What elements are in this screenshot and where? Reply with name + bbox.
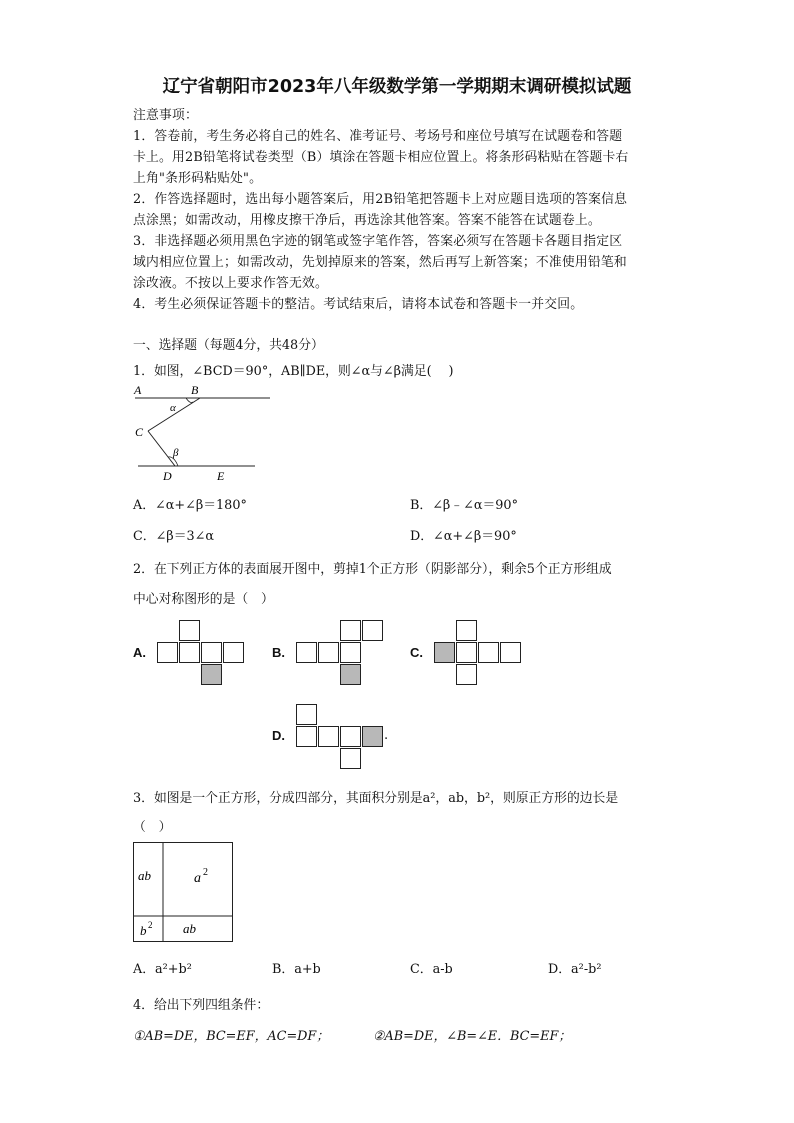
notice-line: 卡上。用2B铅笔将试卷类型（B）填涂在答题卡相应位置上。将条形码粘贴在答题卡右: [133, 150, 629, 165]
q1-option-d: D．∠α+∠β＝90°: [410, 529, 517, 544]
question-3-stem: 3．如图是一个正方形，分成四部分，其面积分别是a²，ab，b²，则原正方形的边长是: [133, 791, 619, 806]
notice-line: 上角"条形码粘贴处"。: [133, 171, 263, 186]
q1-option-a: A．∠α+∠β＝180°: [133, 498, 247, 513]
q2-label-a: A.: [133, 645, 146, 660]
question-2-stem-cont: 中心对称图形的是（ ）: [133, 592, 274, 607]
label-a: A: [134, 383, 142, 397]
question-1-stem: 1．如图，∠BCD＝90°，AB∥DE，则∠α与∠β满足( ): [133, 364, 454, 379]
area-b2: b: [140, 923, 147, 938]
label-d: D: [163, 469, 172, 483]
section-heading: 一、选择题（每题4分，共48分）: [133, 338, 324, 353]
label-beta: β: [173, 447, 179, 459]
q3-option-b: B．a+b: [272, 962, 321, 977]
q2-label-d: D.: [272, 728, 285, 743]
question-4-stem: 4．给出下列四组条件：: [133, 998, 270, 1013]
q3-option-c: C．a-b: [410, 962, 453, 977]
notice-line: 涂改液。不按以上要求作答无效。: [133, 276, 328, 291]
notice-line: 4．考生必须保证答题卡的整洁。考试结束后，请将本试卷和答题卡一并交回。: [133, 297, 584, 312]
q1-option-c: C．∠β＝3∠α: [133, 529, 215, 544]
q4-condition-2: ②AB=DE，∠B=∠E．BC=EF；: [373, 1029, 572, 1044]
q1-option-b: B．∠β﹣∠α＝90°: [410, 498, 518, 513]
area-a2: a: [194, 871, 201, 886]
label-alpha: α: [170, 402, 176, 414]
q3-figure: [133, 842, 235, 944]
area-b2-exp: 2: [148, 920, 153, 930]
notice-heading: 注意事项：: [133, 108, 198, 123]
q4-condition-1: ①AB=DE，BC=EF，AC=DF；: [133, 1029, 330, 1044]
notice-line: 点涂黑；如需改动，用橡皮擦干净后，再选涂其他答案。答案不能答在试题卷上。: [133, 213, 601, 228]
q3-option-d: D．a²-b²: [548, 962, 602, 977]
q2-label-c: C.: [410, 645, 423, 660]
label-b: B: [191, 383, 199, 397]
area-a2-exp: 2: [203, 867, 208, 878]
question-2-stem: 2．在下列正方体的表面展开图中，剪掉1个正方形（阴影部分），剩余5个正方形组成: [133, 562, 612, 577]
q2-label-b: B.: [272, 645, 285, 660]
area-ab-bottom: ab: [183, 921, 196, 936]
notice-line: 1．答卷前，考生务必将自己的姓名、准考证号、考场号和座位号填写在试题卷和答题: [133, 129, 623, 144]
area-ab-top: ab: [138, 868, 151, 883]
question-3-stem-cont: （ ）: [133, 820, 172, 835]
q3-option-a: A．a²+b²: [133, 962, 192, 977]
alpha-arc: [186, 398, 193, 403]
notice-line: 域内相应位置上；如需改动，先划掉原来的答案，然后再写上新答案；不准使用铅笔和: [133, 255, 627, 270]
q2-trailing-dot: .: [384, 728, 389, 743]
label-c: C: [135, 425, 144, 439]
segment-cd: [148, 431, 175, 466]
q1-figure: [130, 380, 280, 485]
label-e: E: [217, 469, 225, 483]
notice-line: 2．作答选择题时，选出每小题答案后，用2B铅笔把答题卡上对应题目选项的答案信息: [133, 192, 628, 207]
notice-line: 3．非选择题必须用黑色字迹的钢笔或签字笔作答，答案必须写在答题卡各题目指定区: [133, 234, 623, 249]
page-title: 辽宁省朝阳市2023年八年级数学第一学期期末调研模拟试题: [162, 77, 632, 97]
